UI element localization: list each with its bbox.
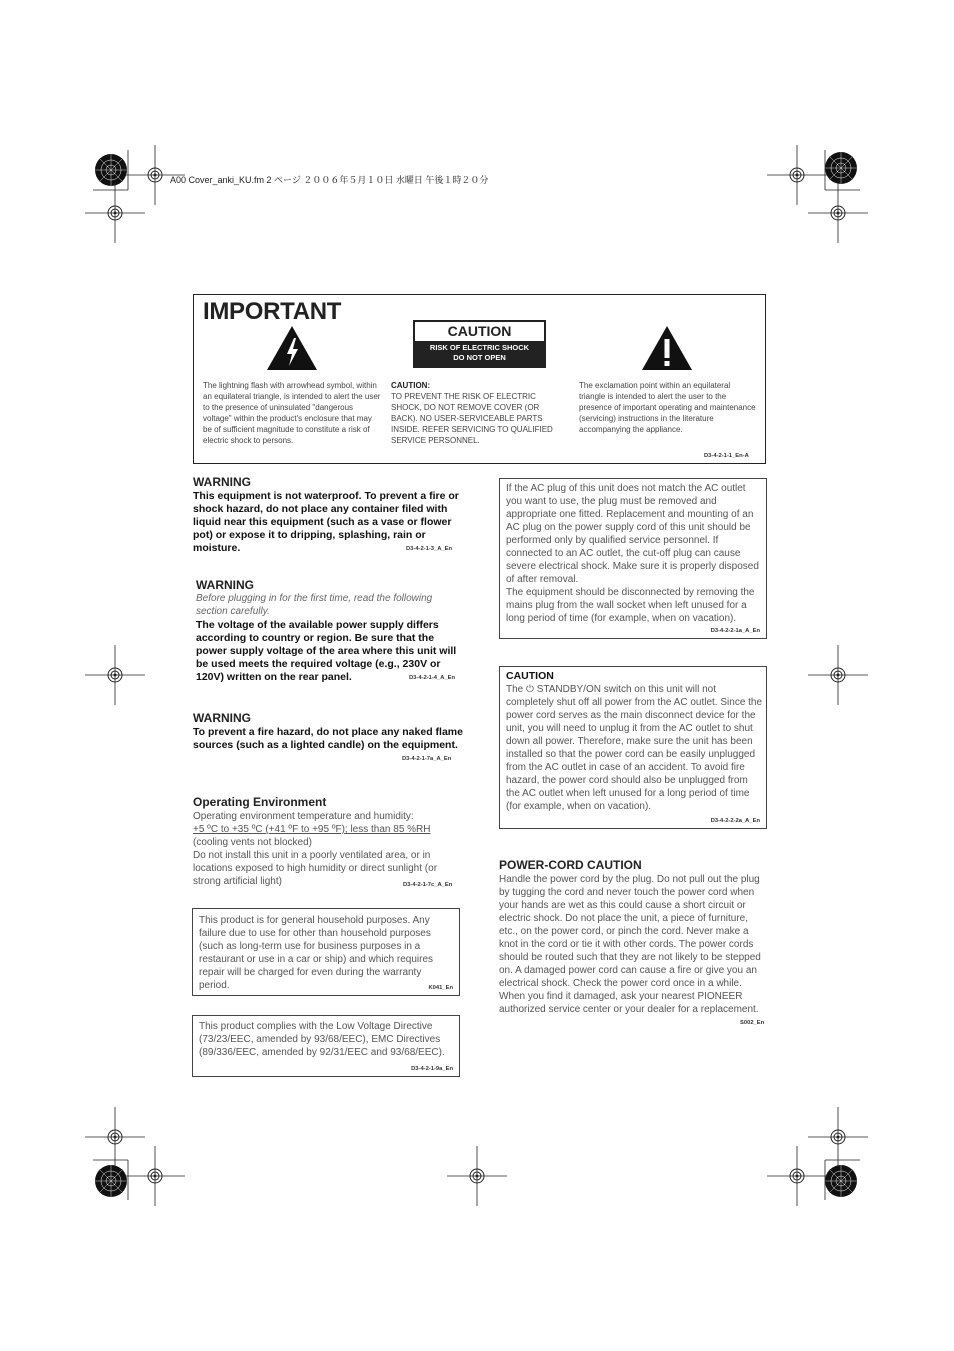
operating-code: D3-4-2-1-7c_A_En [403,882,453,888]
warning2-intro: Before plugging in for the first time, read the following section carefully. [196,593,433,617]
registration-cross-icon [808,645,868,705]
standby-heading: CAUTION [506,670,554,682]
important-code: D3-4-2-1-1_En-A [704,453,749,459]
caution-badge-subtitle: RISK OF ELECTRIC SHOCK DO NOT OPEN [415,341,544,366]
file-header-line: A00 Cover_anki_KU.fm 2 ページ ２００６年５月１０日 水曜日 午後１時２０分 [170,175,489,185]
warning1-code: D3-4-2-1-3_A_En [406,546,453,552]
directive-text: This product complies with the Low Voltage Directive (73/23/EEC, amended by 93/68/EEC), EMC Directives (89/336/EEC, amended by 92/31/EEC and 93/68/EEC). [199,1021,445,1058]
directive-code: D3-4-2-1-9a_En [411,1066,453,1072]
star-target-icon [95,1165,127,1197]
acplug-text: If the AC plug of this unit does not match the AC outlet you want to use, the plug must be removed and appropriate one fitted. Replacement and mounting of an AC plug on the power supply cord of this unit should be performed only by qualified service personnel. If connected to an AC outlet, the cut-off plug can cause severe electrical shock. Make sure it is properly disposed of after removal. [506,483,759,585]
warning1-text: This equipment is not waterproof. To prevent a fire or shock hazard, do not place any container filed with liquid near this equipment (such as a vase or flower pot) or expose it to dripping, splashing, rain or moisture. [193,490,459,554]
warning3-code: D3-4-2-1-7a_A_En [402,756,452,762]
warning2-code: D3-4-2-1-4_A_En [409,675,456,681]
registration-cross-icon [85,645,145,705]
powercord-text: Handle the power cord by the plug. Do not pull out the plug by tugging the cord and never touch the power cord when your hands are wet as this could cause a short circuit or electric shock. Do not place the unit, a piece of furniture, etc., on the power cord, or pinch the cord. Never make a knot in the cord or tie it with other cords. The power cords should be routed such that they are not likely to be stepped on. A damaged power cord can cause a fire or give you an electrical shock. Check the power cord once in a while. When you find it damaged, ask your nearest PIONEER authorized service center or your dealer for a replacement. [499,874,761,1015]
operating-heading: Operating Environment [193,795,327,809]
caution-text: TO PREVENT THE RISK OF ELECTRIC SHOCK, DO NOT REMOVE COVER (OR BACK). NO USER-SERVICEABLE PARTS INSIDE. REFER SERVICING TO QUALIFIED SERVICE PERSONNEL. [391,392,553,445]
caution-badge-title: CAUTION [447,323,512,339]
acplug-body [506,482,764,625]
exclamation-explanation: The exclamation point within an equilateral triangle is intended to alert the user to the presence of important operating and maintenance (servicing) instructions in the literature accompanying the appliance. [579,381,756,434]
operating-line3: (cooling vents not blocked) [193,837,312,848]
registration-cross-icon [447,1146,507,1206]
operating-line1: Operating environment temperature and humidity: [193,811,414,822]
registration-cross-icon [85,183,145,243]
warning3-heading: WARNING [193,711,251,725]
star-target-icon [95,154,127,186]
registration-cross-icon [767,1146,827,1206]
standby-text: The ⏻ STANDBY/ON switch on this unit will not completely shut off all power from the AC outlet. Since the power cord serves as the main disconnect device for the unit, you will need to unplug it from the AC outlet to shut down all power. Therefore, make sure the unit has been installed so that the power cord can be easily unplugged from the AC outlet in case of an accident. To avoid fire hazard, the power cord should also be unplugged from the AC outlet when left unused for a long period of time (for example, when on vacation). [506,684,763,812]
operating-body [193,810,465,888]
exclamation-warning-icon [640,324,694,372]
lightning-explanation: The lightning flash with arrowhead symbol, within an equilateral triangle, is intended to alert the user to the presence of uninsulated "dangerous voltage" within the product's enclosure that may be of sufficient magnitude to constitute a risk of electric shock to persons. [203,381,381,445]
registration-cross-icon [767,145,827,205]
warning3-text: To prevent a fire hazard, do not place any naked flame sources (such as a lighted candle) on the equipment. [193,726,463,751]
operating-line2: +5 ºC to +35 ºC (+41 ºF to +95 ºF); less than 85 %RH [193,824,431,835]
household-box [192,908,460,996]
standby-box [499,666,767,829]
powercord-heading: POWER-CORD CAUTION [499,858,642,872]
registration-cross-icon [85,1107,145,1167]
household-text: This product is for general household purposes. Any failure due to use for other than household purposes (such as long-term use for business purposes in a restaurant or use in a car or ship) and which requires repair will be charged for even during the warranty period. [199,915,434,991]
warning2-heading: WARNING [196,578,254,592]
warning2-text: The voltage of the available power supply differs according to country or region. Be sure that the power supply voltage of the area where this unit will be used meets the required voltage (e.g., 230V or 120V) written on the rear panel. [196,619,457,683]
household-code: K041_En [428,985,453,991]
registration-cross-icon [808,183,868,243]
caution-badge [413,320,546,368]
registration-cross-icon [808,1107,868,1167]
warning1-heading: WARNING [193,475,251,489]
star-target-icon [825,1165,857,1197]
important-title: IMPORTANT [203,298,342,325]
caution-heading: CAUTION: [391,381,431,390]
caution-explanation [391,380,566,446]
acplug-code: D3-4-2-2-1a_A_En [710,628,760,634]
operating-text: Do not install this unit in a poorly ventilated area, or in locations exposed to high humidity or direct sunlight (or strong artificial light) [193,850,438,887]
directive-box [192,1015,460,1077]
standby-code: D3-4-2-2-2a_A_En [710,818,760,824]
star-target-icon [825,152,857,184]
lightning-warning-icon [265,324,319,372]
powercord-code: S002_En [740,1020,765,1026]
registration-cross-icon [125,1146,185,1206]
acplug-box [499,478,767,639]
acplug-text2: The equipment should be disconnected by removing the mains plug from the wall socket when left unused for a long period of time (for example, when on vacation). [506,587,755,624]
